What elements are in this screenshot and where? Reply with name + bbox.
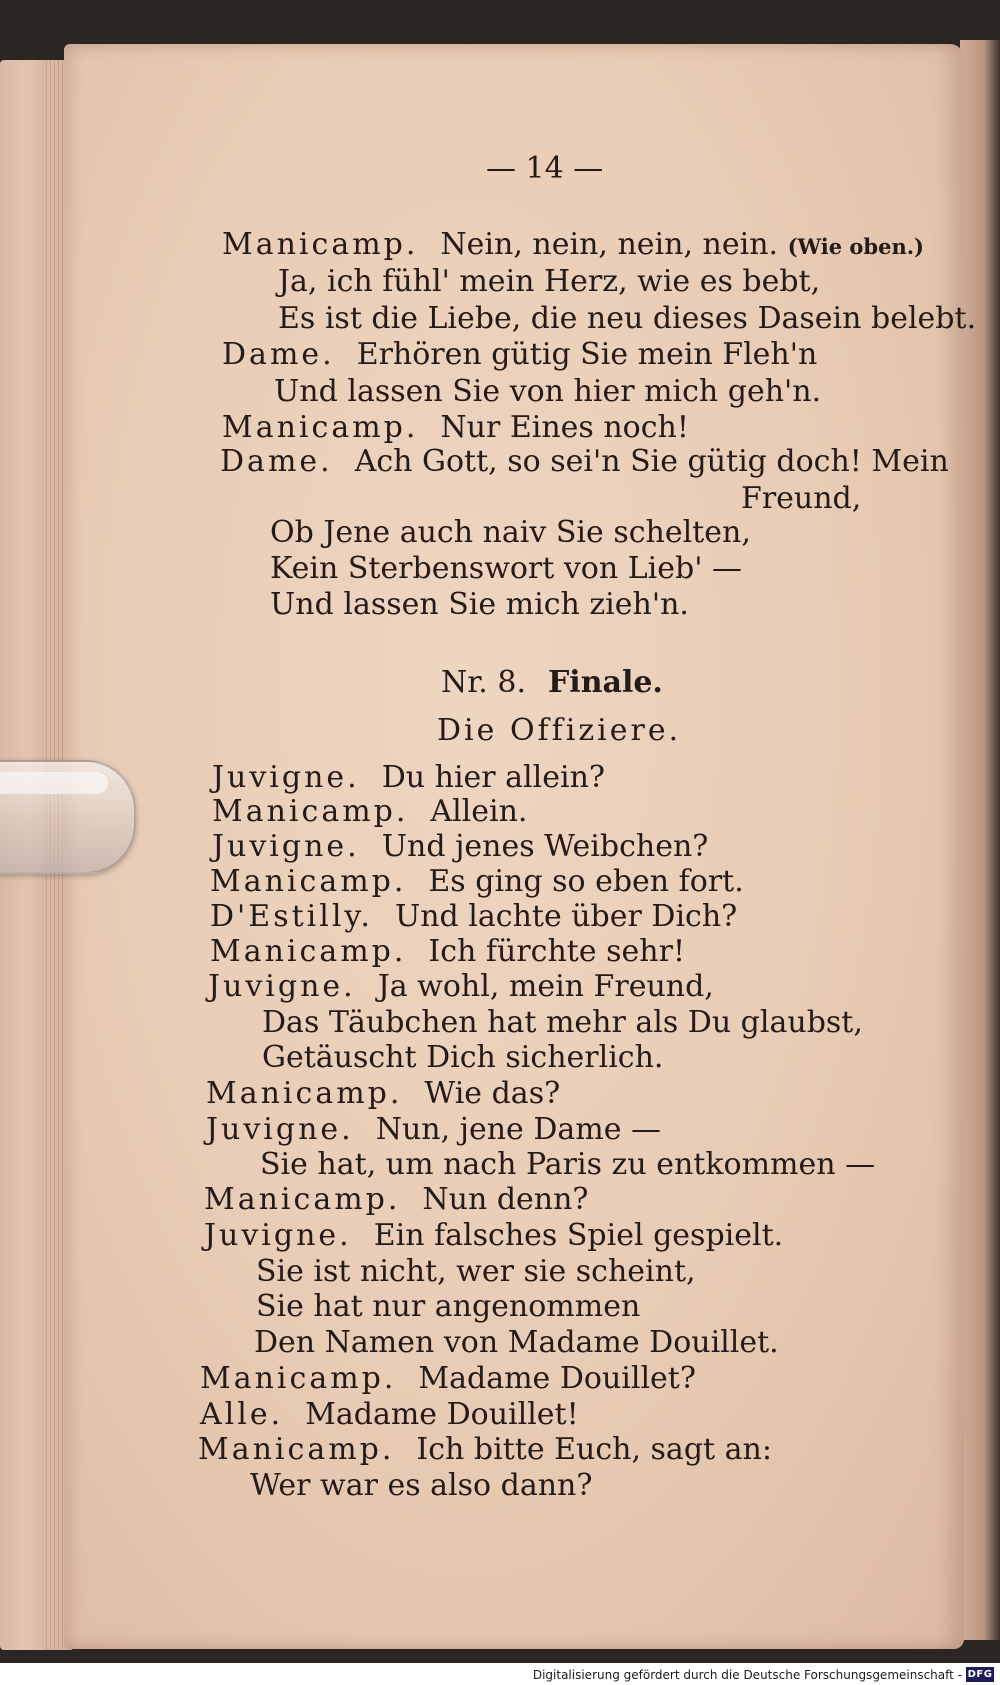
text-line [206, 1076, 561, 1111]
line-text: Madame Douillet? [418, 1361, 696, 1396]
line-text: Nun denn? [422, 1182, 589, 1217]
speaker-name: D'Estilly. [210, 899, 373, 934]
text-line [200, 1397, 579, 1432]
speaker-name: Juvigne. [204, 1218, 352, 1253]
text-line [204, 1182, 589, 1217]
footer-bar [0, 1663, 1000, 1685]
line-text: Ein falsches Spiel gespielt. [373, 1218, 784, 1253]
text-line [274, 374, 822, 409]
line-text: Kein Sterbenswort von Lieb' — [270, 551, 742, 586]
line-text: Madame Douillet! [305, 1397, 579, 1432]
text-line [260, 1147, 876, 1182]
text-line [222, 227, 924, 262]
speaker-name: Manicamp. [210, 864, 407, 899]
section-subtitle [437, 713, 682, 748]
text-line [210, 899, 738, 934]
text-line [206, 1112, 662, 1147]
text-line [262, 1040, 664, 1075]
line-text: Wie das? [424, 1076, 561, 1111]
page-clip-highlight [0, 772, 108, 794]
line-text: Freund, [741, 481, 862, 516]
text-line [204, 1218, 784, 1253]
line-text: Und jenes Weibchen? [381, 829, 709, 864]
line-text: Den Namen von Madame Douillet. [254, 1325, 779, 1360]
text-line [200, 1361, 696, 1396]
text-line [212, 760, 606, 795]
line-text: Ach Gott, so sei'n Sie gütig doch! Mein [354, 444, 949, 479]
text-line [741, 481, 862, 516]
speaker-name: Manicamp. [204, 1182, 401, 1217]
line-text: Und lachte über Dich? [394, 899, 738, 934]
text-line [254, 1325, 779, 1360]
text-line [270, 515, 751, 550]
speaker-name: Manicamp. [212, 794, 409, 829]
line-text: Es ist die Liebe, die neu dieses Dasein belebt. [278, 301, 977, 336]
speaker-name: Dame. [220, 444, 333, 479]
text-line [210, 864, 744, 899]
line-text: Wer war es also dann? [250, 1468, 593, 1503]
speaker-name: Manicamp. [198, 1432, 395, 1467]
text-line [262, 1005, 863, 1040]
footer-credit: Digitalisierung gefördert durch die Deutsche Forschungsgemeinschaft - [532, 1668, 962, 1682]
text-line [212, 829, 709, 864]
stage-note: (Wie oben.) [787, 234, 924, 259]
speaker-name: Alle. [200, 1397, 284, 1432]
text-line [270, 551, 742, 586]
line-text: Und lassen Sie von hier mich geh'n. [274, 374, 822, 409]
line-text: Es ging so eben fort. [428, 864, 744, 899]
text-line [222, 337, 818, 372]
text-line [212, 794, 528, 829]
speaker-name: Manicamp. [210, 934, 407, 969]
text-line [250, 1468, 593, 1503]
line-text: Und lassen Sie mich zieh'n. [270, 587, 689, 622]
line-text: Sie hat nur angenommen [256, 1289, 641, 1324]
speaker-name: Manicamp. [222, 227, 419, 262]
section-number: Nr. 8. [441, 665, 526, 700]
speaker-name: Manicamp. [200, 1361, 397, 1396]
text-line [208, 969, 714, 1004]
line-text: Nein, nein, nein, nein. [440, 227, 779, 262]
speaker-name: Dame. [222, 337, 335, 372]
page-number: — 14 — [486, 151, 604, 186]
text-line [220, 444, 949, 479]
line-text: Ja, ich fühl' mein Herz, wie es bebt, [278, 264, 821, 299]
section-heading [441, 665, 663, 700]
line-text: Ja wohl, mein Freund, [377, 969, 714, 1004]
speaker-name: Juvigne. [206, 1112, 354, 1147]
speaker-name: Manicamp. [206, 1076, 403, 1111]
speaker-name: Juvigne. [208, 969, 356, 1004]
text-line [222, 410, 689, 445]
text-line [210, 934, 686, 969]
line-text: Sie ist nicht, wer sie scheint, [256, 1254, 696, 1289]
text-line [256, 1254, 696, 1289]
line-text: Allein. [430, 794, 528, 829]
section-title: Finale. [548, 665, 663, 700]
text-line [278, 264, 821, 299]
line-text: Das Täubchen hat mehr als Du glaubst, [262, 1005, 863, 1040]
line-text: Getäuscht Dich sicherlich. [262, 1040, 664, 1075]
subtitle-text: Die Offiziere. [437, 713, 682, 748]
text-line [198, 1432, 772, 1467]
line-text: Ich fürchte sehr! [428, 934, 686, 969]
speaker-name: Juvigne. [212, 760, 360, 795]
line-text: Sie hat, um nach Paris zu entkommen — [260, 1147, 876, 1182]
line-text: Nur Eines noch! [440, 410, 689, 445]
line-text: Du hier allein? [381, 760, 606, 795]
line-text: Erhören gütig Sie mein Fleh'n [356, 337, 818, 372]
speaker-name: Manicamp. [222, 410, 419, 445]
speaker-name: Juvigne. [212, 829, 360, 864]
text-line [278, 301, 977, 336]
text-line [270, 587, 689, 622]
line-text: Ich bitte Euch, sagt an: [416, 1432, 772, 1467]
text-line [256, 1289, 641, 1324]
dfg-logo: DFG [967, 1669, 993, 1680]
line-text: Ob Jene auch naiv Sie schelten, [270, 515, 751, 550]
line-text: Nun, jene Dame — [375, 1112, 662, 1147]
